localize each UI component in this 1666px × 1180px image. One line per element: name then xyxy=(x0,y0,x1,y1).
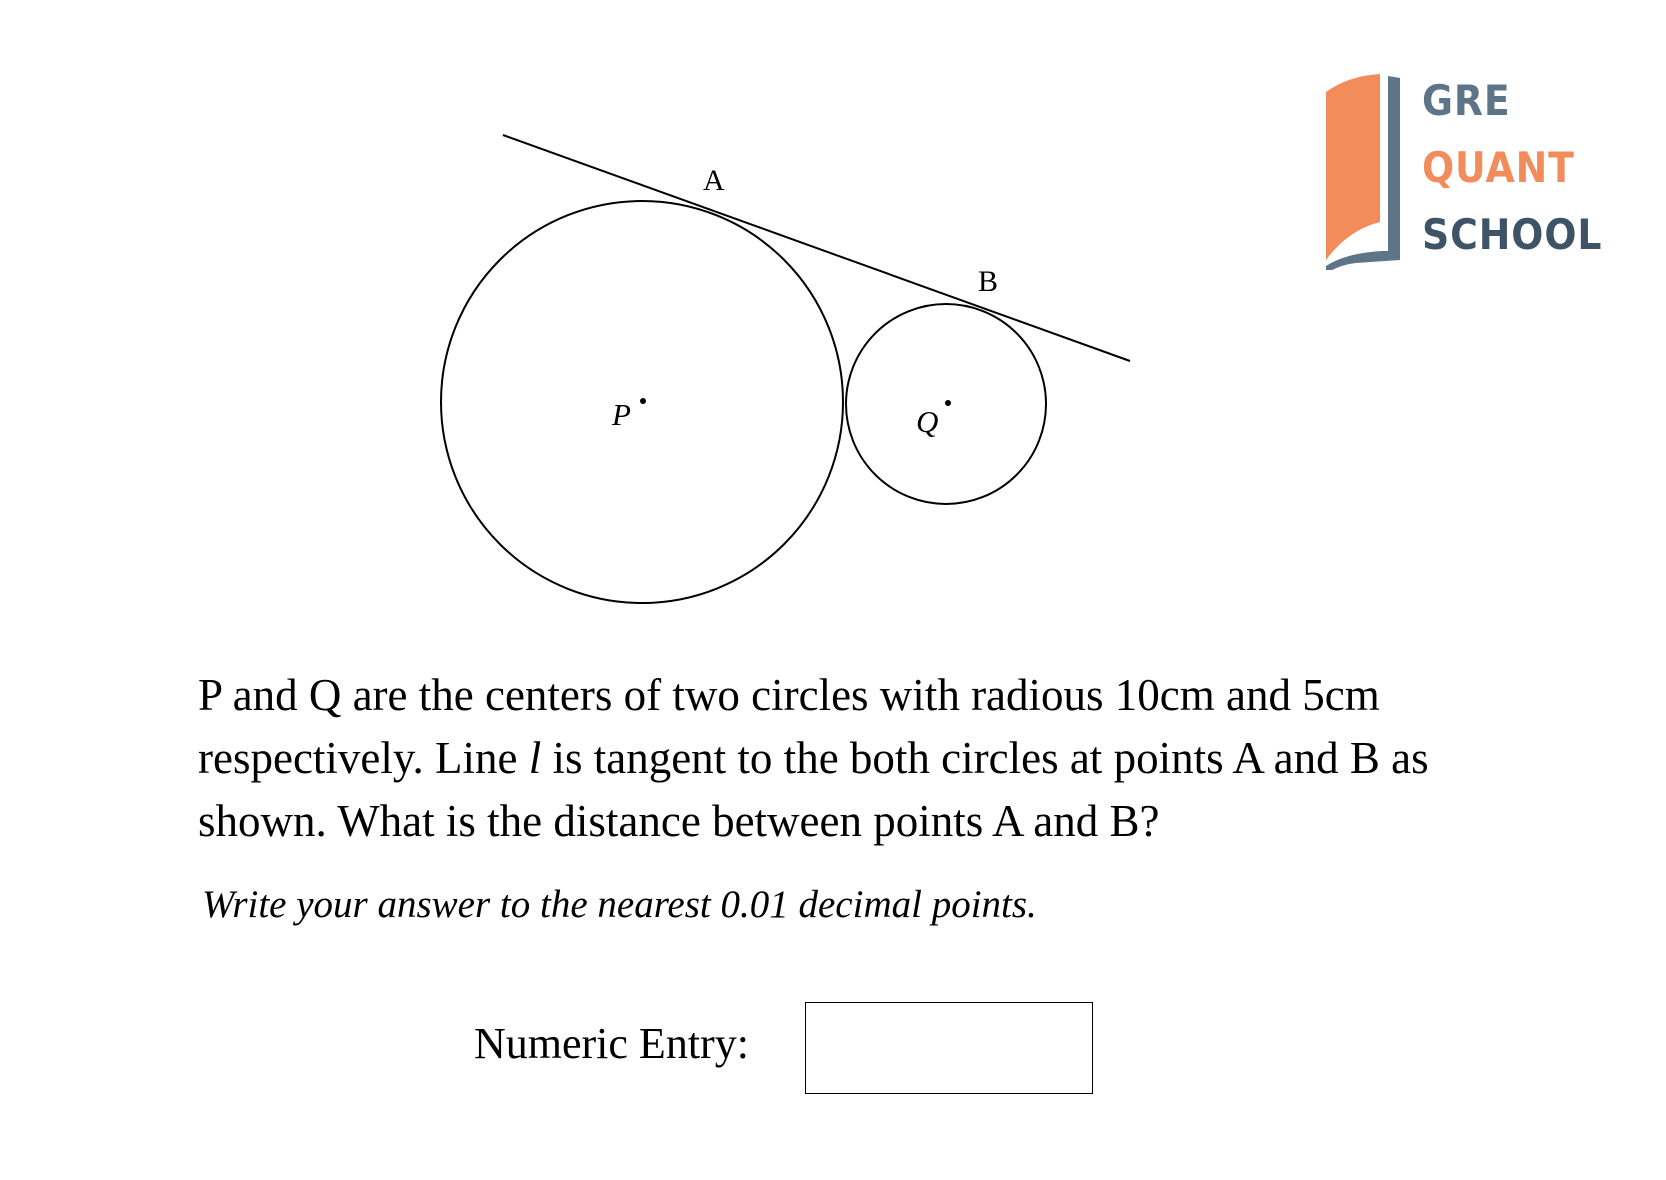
numeric-entry-label: Numeric Entry: xyxy=(474,1019,749,1068)
point-a-label: A xyxy=(703,164,725,197)
logo-text-quant: QUANT xyxy=(1422,143,1575,192)
question-part-1: P and Q are the centers of two circles with radious 10cm and 5cm respectively. Line xyxy=(198,670,1380,783)
logo-text-gre: GRE xyxy=(1422,76,1511,125)
gre-quant-school-logo xyxy=(1316,70,1616,270)
center-p-dot xyxy=(640,398,646,404)
book-logo-icon xyxy=(1316,70,1416,270)
logo-text-school: SCHOOL xyxy=(1422,210,1603,259)
point-b-label: B xyxy=(978,265,999,298)
center-q-dot xyxy=(945,400,951,406)
question-part-2: is tangent to the both circles at points A and B as shown. What is the distance between points A and B? xyxy=(198,733,1429,846)
question-text xyxy=(198,664,1528,853)
center-p-label: P xyxy=(612,397,631,432)
tangent-line-l xyxy=(503,135,1130,361)
answer-instruction: Write your answer to the nearest 0.01 decimal points. xyxy=(202,883,1037,926)
line-l-symbol: l xyxy=(528,733,542,783)
center-q-label: Q xyxy=(916,404,939,439)
numeric-entry-input[interactable] xyxy=(805,1002,1093,1094)
